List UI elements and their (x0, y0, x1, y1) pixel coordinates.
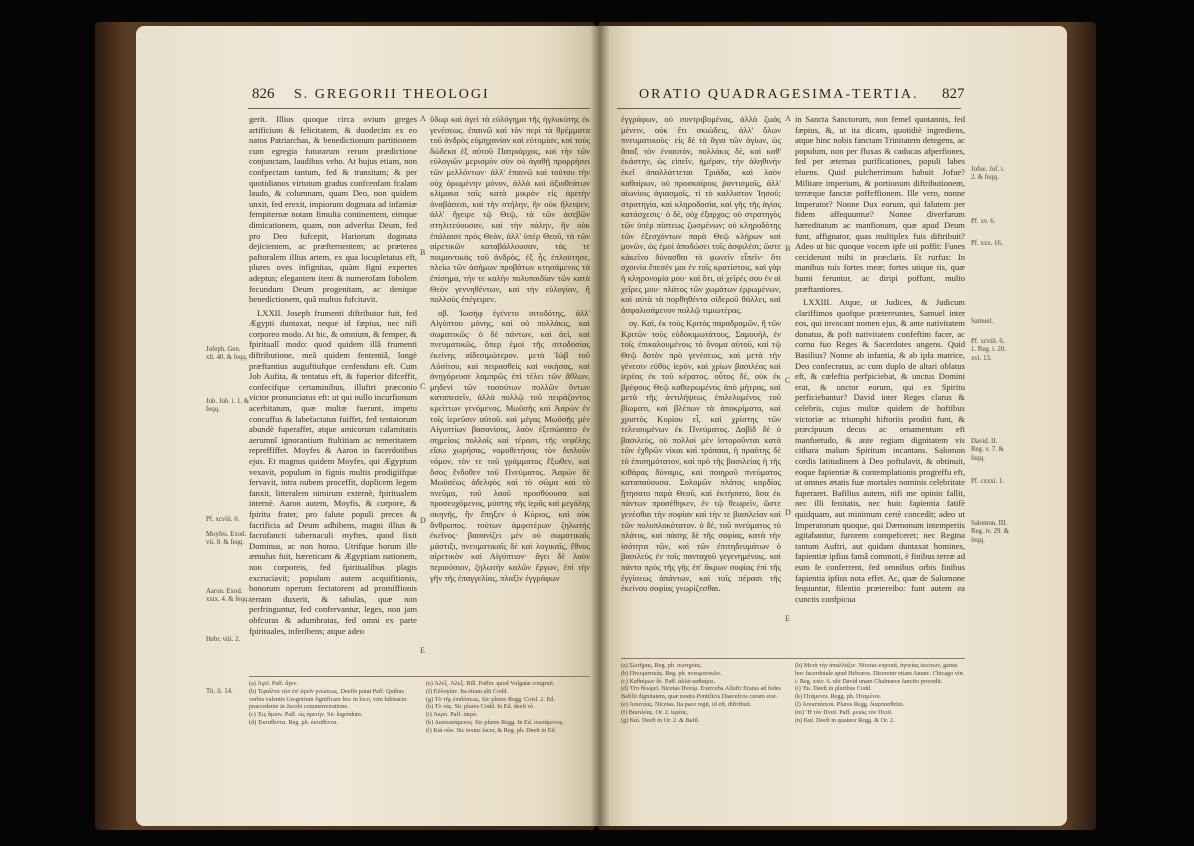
footnote: (d) Ὅτι θεωρεῖ. Nicetas Πνευμ. Exerceba Allufir Eraius ad fedes Bafilii dignitatem, quæ nostra Pontificis Diæcefcos curam erat. (621, 685, 781, 701)
footnote: (f) Εὐλογίαν. Ita etiam alii Codd. (426, 687, 508, 695)
right-head-title: ORATIO QUADRAGESIMA-TERTIA. (639, 87, 919, 102)
edge-letter: D (420, 516, 426, 525)
left-footnote-rule (249, 676, 590, 677)
footnote: (h) Τὸ τὰς. Sic plures Codd. In Ed. deeft τὸ. (426, 703, 535, 711)
left-footnotes-latin (249, 680, 415, 740)
edge-letter: B (420, 248, 426, 257)
margin-note: Jofue. Jof. i. 2. & feqq. (971, 166, 1005, 182)
right-margin-notes (971, 26, 1011, 826)
footnote: (l) Καὶ οὐκ. Sic textus facer, & Reg. ph. Deeft in Ed. (426, 726, 557, 734)
left-greek-column (430, 114, 590, 674)
left-head-title: S. GREGORII THEOLOGI (294, 87, 490, 102)
book-gutter (590, 26, 610, 826)
margin-note: Aaron. Exod. xxix. 4. & feqq. (206, 588, 250, 604)
left-page (136, 26, 599, 826)
paragraph: ἐγγράφων, οὐ συντριβομένας, ἀλλὰ ζωὰς μένειν, οὐκ ἔτι σκιώδεις, ἀλλ' ὅλων πνευματικοὺς· εἰς δὲ τὰ ἅγια τῶν ἁγίων, ὡς ἅπαξ τὸν ἐνιαυτὸν, πολλάκις δὲ, καὶ καθ' ἑκάστην, ὡς εἰπεῖν, ἡμέραν, τὴν ἀληθινὴν ἐκεῖ ἀπαλλάττεται Τριάδα, καὶ λαὸν καθαίρων, οὐ προσκαίροις ῥαντισμοῖς, ἀλλ' αἰωνίοις ἁγιασμοῖς. τί τὸ καλλιστον Ἰησοῦ; στρατηγία, καὶ κληροδοσία, καὶ γῆς τῆς ἁγίας κατάσχεσις· ὁ δὲ, οὐχ ἐξαρχος; οὐ στρατηγὸς τῶν ὑπὲρ πίστεως ζωσμένων; οὐ κληροδότης τῶν ἐξεσχόντων παρὰ Θεῷ κλήρων καὶ μονῶν, ὡς ἐμοὶ ἀποδώσει τοῖς ἀσφιλέσι; ὥστε κἀκεῖνο δύνασθαι τὸ φωνεῖν εἶπεῖν· ὅτι σχοινία ἔπεσέν μοι ἐν τοῖς κρατίστοις. καὶ γὰρ ἡ κληρονομία μου· καὶ ὅτι, αἱ χεῖρές σου ἐν αἱ χεῖρες μου· πλάτος τῶν χωμάτων ἐρρωμένων, καὶ αὐτὰ τὰ πορθηθέντα σίδεροῦ θάλλει, καὶ ἀσφαλισάμενον πολλῷ τιμιωτέρας. (621, 114, 781, 315)
right-page-number: 827 (941, 86, 965, 102)
footnote: (l) Ἀποσπάσεσι. Plures Regg. διαρπασθεῖσι. (795, 700, 905, 708)
edge-letter: A (785, 114, 791, 123)
left-page-number: 826 (252, 86, 275, 102)
margin-note: Job. Job. i. 1. & feqq. (206, 398, 250, 414)
right-footnotes-greek (621, 662, 785, 742)
footnote: (c) Ἐις ἄμιον. Paff. εἰς ἀρετήν. Sic legendum. (249, 711, 363, 719)
footnote: (i) Ἐκ. Deeft in pluribus Codd. (795, 685, 872, 693)
footnote: (e) Ἀπιστίας. Nicetas. Ita pace regit, id eft, diftribuit. (621, 700, 752, 708)
margin-note: Pf. xv. 6. (971, 218, 996, 225)
margin-note: David. II. Reg. v. 7. & feqq. (971, 438, 1004, 462)
paragraph: ογ. Καὶ, ἐκ τοὺς Κριτὰς παραδραμῶν, ἢ τῶν Κριτῶν τοὺς εὐδοκιμωτάτους, Σαμουὴλ, ἐν τοῖς ἐπικαλουμένοις τὸ ὄνομα αὐτοῦ, καὶ τῷ Θεῷ δοτὸν πρὸ γενέσεως, καὶ μετὰ τὴν γένεσιν εὐθὺς ἱερὸν, καὶ χρίων βασιλέας καὶ ἱερέας ἐκ τοῦ κέρατος. οὗτος δὲ, οὐκ ἐκ βρέφους Θεῷ καθιερωμένος ἀπὸ μήτρας, καὶ μετὰ τῆς ἀντιλήψεως ἐπιλελυμένος τοῦ βίωματι, καὶ βλέπων τὰ ἀποκρίματα, καὶ χριστὸς Κυρίου εἶ, καὶ χρίστης τῶν τελειουμένων ἐκ Πνεύματος. Δαβὶδ δὲ ὁ βασιλεὺς, οὐ πολλοὶ μὲν ἱστοροῦνται κατὰ τῶν ἐχθρῶν νίκαι καὶ τρόπαια, ἡ πραότης δὲ τὸ ἐπισημότατον, καὶ πρὸ τῆς βασιλείας ἡ τῆς κιθάρας δύναμις, καὶ ποιηροῦ πνεύματος καταπαύουσα. Σολομῶν πλάτος καρδίας ᾔτησατο παρὰ Θεοῦ, καὶ ἐκτήσατο, ὅσα ἐκ πάντων προσέθηκεν, ἐν τῷ θεωρεῖν, ὥστε γενέσθαι τὴν σοφίαν καὶ τὴν τε βασιλείαν καὶ τῶν πολυπλοκότατον. ὁ δὲ, τοῦ πνεύματος τὸ πλάτος, καὶ πάσης δὲ τῆς σοφίας, κατὰ τὴν ἰσότητα τῶν, καὶ τῶν ἐπιτηδευμάτων ὁ βασιλεὺς ἐν τοῖς πανταχοῦ γεγενημένοις. καὶ πάντα πρὸς τῆς γῆς ἐπ' ἄκρων σοφίας ἐπὶ τῆς ἐγγίσεως ἁπάντων, καὶ τοῖς πέρασι τῆς ἐκείνου σοφίας γνωρίζεσθαι. (621, 318, 781, 594)
footnote: (d) Ἐκταθέντα. Reg. ph. ἐκταθέντα. (249, 718, 338, 726)
right-footnote-rule (621, 658, 965, 659)
left-latin-column (249, 114, 417, 674)
footnote: (b) Πνευματικὰς. Reg. ph. πνευματικῶν. (621, 669, 722, 677)
edge-letter: E (420, 646, 425, 655)
paragraph: in Sancta Sanctorum, non femel quotannis, fed fæpius, &, ut ita dicam, quotidiè ingrediens, atque hinc nobis fanctam Trinitatem detegens, ac populum, non per fluxas & caducas afperfiones, fed per æternas purificationes, populi labes eluens. Quid pulcherrimum habuit Jofue? Militare imperium, & portionum diftributionem, terræque fanctæ poffeffionem. Ille vero, nonne Imperator? Nonne Dux eorum, qui falutem per fidem affequuntur? Nonne diverfarum hæreditatum ac manfionum, quæ apud Deum funt, affignator, quas multiplex fuis diftribuit? Adeo ut hic quoque vocem ipfe uti poffit: Funes ceciderunt mihi in præclaris. Et rurfus: In manibus tuis fortes meæ; fortes utique tis, quæ humi feruntur, ac diripi poffunt, multo præftantiores. (795, 114, 965, 294)
left-head-rule (248, 108, 590, 109)
margin-note: Salomon. III. Reg. iv. 29. & feqq. (971, 520, 1010, 544)
footnote: (a) Ἀγεῖ. Paff. ἄγεν. (249, 680, 298, 687)
footnote: (m) Ἢ τὸν Πνεῦ. Paff. μειῶς τὸν Πνεῦ. (795, 708, 893, 716)
margin-note: Jofeph. Gen. xli. 40. & feqq. (206, 346, 248, 362)
footnote: (b) Ἐφιάλτα τῶν ἐπ' ἀρεῖν γνώσεως. Deeffe putat Paff. Quibus verbis valentis Gregorium fignificare hoc in loco, vim fubtracto praecedente in Jacobi commemoratione. (249, 687, 407, 711)
right-footnotes-latin (795, 662, 965, 742)
right-running-head (639, 86, 964, 103)
footnote: (h) Μετὰ τὴν ἀπαλλάξιν. Nicetas exponit, ἁγνείας ἐκείνων, genus hoc facerdotale apud Hebræos. Diceretur etiam Anunc. Chicago vin. i. Reg. xxiv. 6. ubi David unam Chalmæos fancito procedit. (795, 662, 965, 685)
footnote: (n) Καὶ. Deeft in quatuor Regg. & Or. 2. (795, 716, 895, 724)
right-greek-column (621, 114, 781, 654)
left-running-head (252, 86, 490, 103)
edge-letter: C (420, 382, 426, 391)
edge-letter: C (785, 376, 791, 385)
margin-note: Pf. xcviii. 6. 1. Reg. i. 20. xvi. 13. (971, 338, 1006, 362)
left-margin-notes (206, 26, 250, 826)
margin-note: Tit. ii. 14. (206, 688, 233, 695)
paragraph: LXXIII. Atque, ut Judices, & Judicum clariffimos quofque prætereuntes, Samuel inter eos, qui invocant nomen ejus, & ante nativitatem donatus, & poft nativitatem confeftim facer, ac cornu fuo Reges & Sacerdotes ungens. Quid Basilius? Nonne ab infantia, & ab ipfa matrice, Deo confecratus, ac cum duplo de altari oblatus eft, & cœleftia perfpiciebat, & unctus Domini erat, & unctor eorum, qui ex Spiritu perficiebantur? David inter Reges clarus & celebris, cujus multæ quidem de hoftibus victoriæ ac triumphi hiftoriis proditi funt, & præcipuum decus ac ornamentum eft manfuetudo, & ante regiam dignitatem vis cithara malum Spiritum incantans. Salomon cordis latitudinem à Deo poftulavit, & obtinuit, eoque fapientiæ & contemplationis progreffu eft, ut omnes ætatis fuæ mortales nominis celebritate fuperaret. Bafilius autem, nifi me opinio fallit, nec illi fenitatis, nec huic fapientia fatifè quidquam, aut minimum certè concedit; adeo ut Imperatorum quoque, qui Dæmonum intemperiis agitabantur, furorem compefceret; nec Regina tantum Auftri, aut quidam duntaxat homines, fapientiæ ipfius famâ commoti, è finibus terræ ad eum fe conferrent, fed omnibus orbis finibus fapientia ipfius nota effet. Ac, quæ de Salomone fequuntur, filentio prætereibo: funt autem ea cunctis confpicua (795, 297, 965, 604)
edge-letter: E (785, 614, 790, 623)
footnote: (k) Διασωσάμενος. Sic plures Regg. In Ed. σωσάμενος. (426, 718, 564, 726)
left-footnotes-greek (426, 680, 590, 740)
paragraph: ὕδωρ καὶ ἀγεὶ τὰ εὐλόγημα τῆς ἡγλυκύτης ἐκ γενέσεως. ἐπαινῶ καὶ τὸν περὶ τὰ θρέμματα τοῦ ἀνδρὸς εὐμηχανίαν καὶ εὐτομίαν, καὶ τοὺς δώδεκα ἐξ αὐτοῦ Πατριάρχας, καὶ τὴν τῶν εὐλογιῶν μερισμὸν σὺν οὐ ἀγαθῇ προρρήσει τῶν μελλόντων· ἀλλ' ἐπαινῶ καὶ τούτου τὴν οὐχ ὁρωμένην μόνον, ἀλλὰ καὶ ἀξιοθεάτων κλίμακα ταῖς κατὰ μικρὸν εἰς ἀρετὴν ἀναβάσεσι, καὶ τὴν στήλην, ἣν οὐκ ἤλειψεν, ἀλλ' ἤγειρε τῷ Θεῷ, τὰ τῶν ἀσεβῶν στηλιτεύουσαν, καὶ τὴν πάλην, ἣν οὐκ ἐπάλαισε πρὸς Θεὸν, ἀλλ' ὑπὲρ Θεοῦ, τὰ τῶν αἱρετικῶν καταβάλλουσαν, τάς τε ποιμαντικὰς τοῦ ἀνδρὸς, ἐξ ἧς ἐπλούτησε, πλείω τῶν ἀσήμων προβάτων κτησάμενος τὰ ἐπίσημα, τήν τε καλὴν πολυπαιδίαν τῶν κατὰ Θεὸν γεννηθέντων, καὶ τὴν εὐλογίαν, ἣ πολλοὺς ἐπέγειρεν. (430, 114, 590, 305)
edge-letter: A (420, 114, 426, 123)
right-page (599, 26, 1067, 826)
margin-note: Samuel. (971, 318, 994, 325)
right-edge-letters (785, 26, 795, 826)
footnote: (e) Ἀλέξ. Ἀλεξ. Bill. Paffer. quod Vulgatæ congruit. (426, 680, 555, 687)
edge-letter: D (785, 508, 791, 517)
paragraph: οβ. Ἰωσὴφ ἐγένετο σιτοδότης, ἀλλ' Αἰγύπτου μόνης, καὶ οὐ πολλάκις, καὶ σωματικῶς· ὁ δὲ πάντων, καὶ ἀεὶ, καὶ πνευματικῶς, ὅπερ ἐμοὶ τῆς σιτοδοσίας ἐκείνης αἰδεσιμώτερον. μετὰ Ἰὼβ τοῦ Αὐσίτου, καὶ πειρασθεὶς καὶ νικήσας, καὶ ἀνηγόρευσε λαμπρῶς ἐπὶ τέλει τῶν ἄθλων, μηδενὶ τῶν τοσούτων πολλῶν ὄντων καταπεσεῖν, ἀλλὰ πολλῷ τοῦ πειράζοντος κρείττων γενόμενος. Μωϋσῆς καὶ Ἀαρὼν ἐν τοῖς ἱερεῦσιν αὐτοῦ. καὶ μέγας Μωϋσῆς μὲν Αἰγυπτίων βασανίσας, λαὸν ἐξεσώσατο ἐν σημείοις πολλοῖς καὶ τέρασι, τῆς νεφέλης εἴσω χωρήσας, νομοθετήσας τὸν διπλοῦν νόμον, τὸν τε τοῦ γράμματος ἔξωθεν, καὶ ὅσος ἔνδοθεν τοῦ Πνεύματος. Ἀαρὼν δὲ Μωϋσέως ἀδελφὸς καὶ τὸ σῶμα καὶ τὸ πνεῦμα, τοῦ λαοῦ προσθύουσα καὶ προσευχόμενος, μύστης τῆς ἱερᾶς καὶ μεγάλης σκηνῆς, ἣν ἔπηξεν ὁ Κύριος, καὶ οὐκ ἄνθρωπος. τούτων ἀμφοτέρων ζηλωτὴς ἐκεῖνος· βασανίζει μὲν οὐ σωματικαῖς μάστιξι, πνευματικαῖς δὲ καὶ λογικαῖς, ἔθνος αἱρετικὸν καὶ Αἰγύπτιον· ἄγει δὲ λαὸν περιούσιον, ζηλωτὴν καλῶν ἔργων, ἐπὶ τὴν γῆν τῆς ἐπαγγελίας, πλαξὶν ἐγγράφων (430, 307, 590, 583)
footnote: (g) Τὸ τῆς ἐπιδόσεως. Sic plures Regg. Coisl. 2. Ed. (426, 695, 555, 703)
margin-note: Pf. cxxxi. 1. (971, 478, 1005, 485)
footnote: (i) Ἀκρὸ. Paff. ἀκρὸ. (426, 711, 478, 719)
right-latin-column (795, 114, 965, 654)
margin-note: Hebr. viii. 2. (206, 636, 241, 643)
footnote: (g) Καὶ. Deeft in Or. 2. & Bafil. (621, 716, 700, 724)
footnote: (k) Πτάμενοι. Regg. ph. Πταμένοι. (795, 693, 882, 701)
margin-note: Pf. xxx. 16. (971, 240, 1003, 247)
edge-letter: B (785, 244, 791, 253)
margin-note: Pf. xcviii. 6. (206, 516, 240, 523)
footnote: (f) Βασιλέας. Or. 2. ἱερέας. (621, 708, 689, 716)
margin-note: Moyfes. Exod. vii. 8. & feqq. (206, 531, 247, 547)
footnote: (c) Καθαίρων δὲ. Paff. ἀλλὰ καθαίρει. (621, 677, 716, 685)
paragraph: LXXII. Joseph frumenti diftributor fuit, fed Ægypti duntaxat, neque id fæpius, nec nifi corporeo modo. At hic, & omnium, & femper, & fpiritualî modo: quod quidem illâ frumenti diftributione, meâ quidem fententiâ, longè præftantius auguftiufque cenfendum eft. Cum Job Aufita, & tentatus eft, & fuperior difceffit, confecifque certaminibus, illuftri præconio victor pronunciatus eft: ut qui nullo incurfionum acerbitatum, quæ multæ fuerunt, impetu concuffus & labefactatus fuiffet, fed tentatorum abundè fuperaffet, atque amicorum calamitatis aerumnî ignorantium ftultitiam ac temeritatem repreffiffet. Moyfes & Aaron in facerdotibus ejus. Et magnus quidem Moyfes, qui Ægyptum vexavit, populum in fignis multis prodigiifque fervavit, intra nubem proceffit, duplicem legem fanxit, litteralem nimirum externè, fpiritualem internè. Aaron autem, Moyfis, & corpore, & fpiritu frater, pro falute populi preces & facrificia ad Deum adhibens, magni illius & facrofancti tabernaculi myftes, quod fixit Dominus, ac non homo. Utrifque horum ille æmulus fuit, hæreticam & Ægyptiam nationem, non corporeis, fed fpiritualibus plagis excruciavit; populum autem acquifitionis, bonorum operum fectatorem ad promiffionis terram duxerit, & tabulas, quæ non perfringuntur, fed confervantur, leges, non jam obfcuras & adumbratas, fed omni ex parte fpirituales, inferibens; atque adeo (249, 307, 417, 636)
footnote: (a) Σωτῆρας. Reg. ph. σωτηρίας. (621, 662, 703, 669)
paragraph: gerit. Illius quoque circa ovium greges artificium & felicitatem, & duodecim ex eo natos Patriarchas, & benedictionum partitionem cum egregia futurarum rerum prædictione conjunctam, laudibus veho. At hujus etiam, non confpectam tantum, fed & transitam; & per quotidianos virtutum gradus confcenfam fcalam laudo, & columnam, quam Deo, non quidem unxit, fed erexit, impiorum dogmata ad infamiæ fempiternæ notam fimulta continentem, eimque dimicationem, quam, non adverfus Deum, fed pro Deo fufcepit, Hariorum dogmata dejicientem, ac præfternentem; ac præterea paftoralem illius artem, ex qua locupletatus eft, plures oves infignitas, quàm figni expertes adeptus; elegantem item & numerofam fobolem fecundum Deum progenitam, ac denique benedictionem, quâ multos fufcitavit. (249, 114, 417, 305)
